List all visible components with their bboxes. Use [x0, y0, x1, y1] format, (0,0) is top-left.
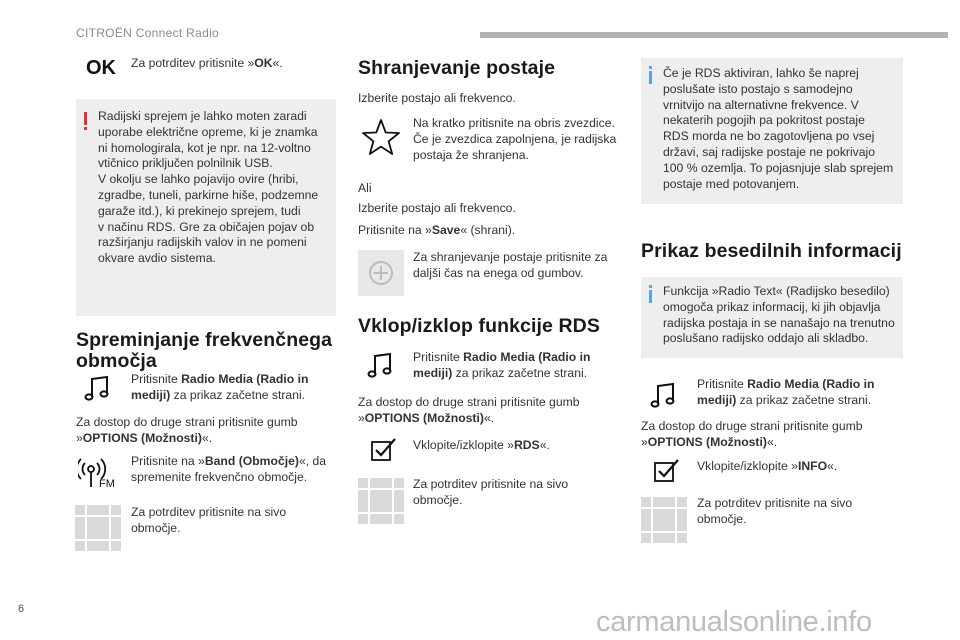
section-heading-save-station: Shranjevanje postaje: [358, 57, 556, 79]
checkbox-icon: [652, 457, 682, 485]
warning-box: [76, 99, 336, 316]
star-icon: [361, 118, 401, 156]
warning-icon-dot: [84, 127, 87, 130]
radiotext-info-box: [641, 277, 903, 358]
info-icon-dot: [649, 285, 652, 288]
fm-radio-icon: [78, 455, 122, 489]
step-confirm-grey-1: Za potrditev pritisnite na sivo območje.: [131, 505, 287, 535]
fm-label: FM: [99, 478, 115, 489]
section-heading-text-info: Prikaz besedilnih informacij: [641, 240, 902, 262]
warning-text: Radijski sprejem je lahko moten zaradi uporabe električne opreme, ki je znamka ni homologirala, kot je npr. na 12-voltno vtičnico priključen polnilnik USB. V okolju se lahko pojavijo ovire (hribi, zgradbe, tuneli, parkirne hiše, podzemne garaže itd.), ki prekinejo sprejem, tudi v načinu RDS. Gre za običajen pojav ob razširjanju radijskih valov in ne pomeni okvare avdio sistema.: [98, 109, 319, 266]
step-options-1: Za dostop do druge strani pritisnite gumb »OPTIONS (Možnosti)«.: [76, 415, 298, 445]
plus-icon: [358, 250, 404, 296]
step-options-2: Za dostop do druge strani pritisnite gumb »OPTIONS (Možnosti)«.: [358, 395, 580, 425]
music-note-icon: [649, 380, 677, 410]
section-heading-frequency-band: Spreminjanje frekvenčnega območja: [76, 329, 333, 372]
info-icon: [649, 290, 652, 303]
step-band: Pritisnite na »Band (Območje)«, da spremenite frekvenčno območje.: [131, 454, 327, 484]
radiotext-info-text: Funkcija »Radio Text« (Radijsko besedilo) omogoča prikaz informacij, ki jih objavlja radijska postaja in se nanašajo na trenutno poslušano radijsko oddajo ali skladbo.: [663, 284, 895, 346]
toggle-info-text: Vklopite/izklopite »INFO«.: [697, 459, 838, 473]
grey-area-icon: [358, 478, 404, 524]
music-note-icon: [83, 373, 111, 403]
step-radio-media-2: Pritisnite Radio Media (Radio in mediji) za prikaz začetne strani.: [413, 350, 591, 380]
warning-icon: [84, 112, 87, 125]
press-save-text: Pritisnite na »Save« (shrani).: [358, 223, 516, 237]
music-note-icon: [366, 350, 394, 380]
select-station-text: Izberite postajo ali frekvenco.: [358, 91, 516, 105]
rds-info-text: Če je RDS aktiviran, lahko še naprej poslušate isto postajo s samodejno vrnitvijo na alternativne frekvence. V nekaterih pogojih pa pokritost postaje RDS morda ne bo zagotovljena po vsej državi, saj radijske postaje ne pokrivajo 100 % ozemlja. To pojasnjuje slab sprejem postaje med potovanjem.: [663, 66, 894, 191]
grey-area-icon: [641, 497, 687, 543]
page-number: 6: [18, 603, 25, 615]
section-heading-rds: Vklop/izklop funkcije RDS: [358, 315, 600, 337]
toggle-rds-text: Vklopite/izklopite »RDS«.: [413, 438, 550, 452]
info-icon: [649, 71, 652, 84]
watermark: carmanualsonline.info: [596, 606, 872, 638]
star-instruction: Na kratko pritisnite na obris zvezdice. Če je zvezdica zapolnjena, je radijska postaja že shranjena.: [413, 116, 617, 162]
confirm-ok-text: Za potrditev pritisnite »OK«.: [131, 56, 283, 70]
rds-info-box: [641, 58, 903, 204]
ok-icon: OK: [86, 57, 116, 79]
step-confirm-grey-3: Za potrditev pritisnite na sivo območje.: [697, 496, 853, 526]
or-text: Ali: [358, 181, 372, 195]
info-icon-dot: [649, 66, 652, 69]
select-station-text-2: Izberite postajo ali frekvenco.: [358, 201, 516, 215]
checkbox-icon: [369, 436, 399, 464]
step-options-3: Za dostop do druge strani pritisnite gumb »OPTIONS (Možnosti)«.: [641, 419, 863, 449]
manual-header-title: CITROËN Connect Radio: [76, 26, 220, 40]
step-confirm-grey-2: Za potrditev pritisnite na sivo območje.: [413, 477, 569, 507]
header-bar: [480, 32, 948, 38]
grey-area-icon: [75, 505, 121, 551]
step-radio-media-3: Pritisnite Radio Media (Radio in mediji) za prikaz začetne strani.: [697, 377, 875, 407]
long-press-save-text: Za shranjevanje postaje pritisnite za daljši čas na enega od gumbov.: [413, 250, 608, 280]
step-radio-media-1: Pritisnite Radio Media (Radio in mediji) za prikaz začetne strani.: [131, 372, 309, 402]
